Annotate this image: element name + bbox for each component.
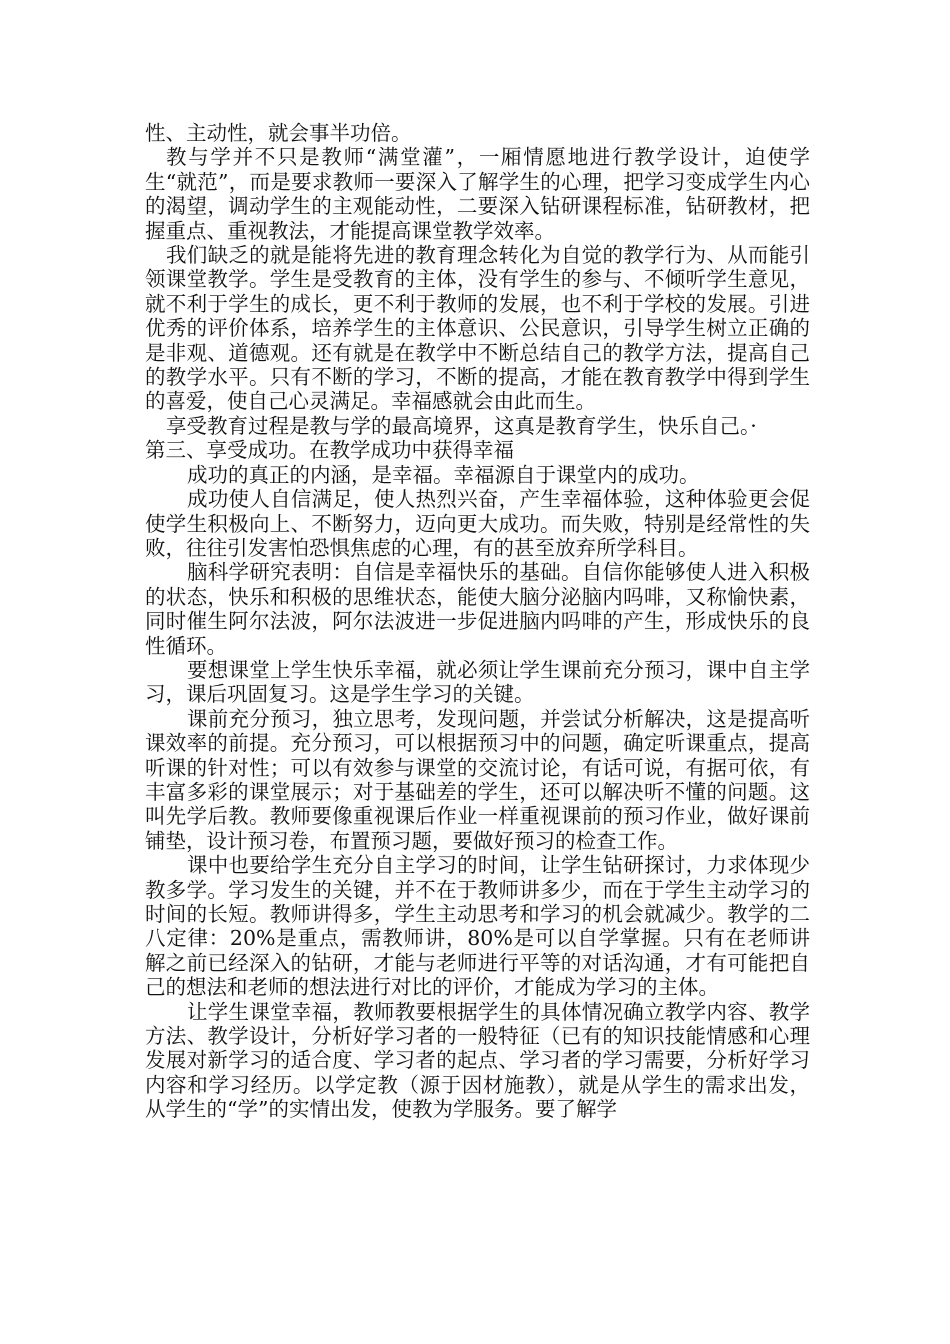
paragraph: 第三、享受成功。在教学成功中获得幸福	[145, 438, 514, 463]
document-body	[145, 121, 810, 1122]
paragraph: 享受教育过程是教与学的最高境界，这真是教育学生，快乐自己。·	[166, 413, 757, 438]
paragraph: 成功的真正的内涵，是幸福。幸福源自于课堂内的成功。	[187, 462, 700, 487]
paragraph: 成功使人自信满足，使人热烈兴奋，产生幸福体验，这种体验更会促使学生积极向上、不断努力，迈向更大成功。而失败，特别是经常性的失败，往往引发害怕恐惧焦虑的心理，有的甚至放弃所学科目。	[145, 487, 810, 560]
paragraph: 课前充分预习，独立思考，发现问题，并尝试分析解决，这是提高听课效率的前提。充分预习，可以根据预习中的问题，确定听课重点，提高听课的针对性；可以有效参与课堂的交流讨论，有话可说，有据可依，有丰富多彩的课堂展示；对于基础差的学生，还可以解决听不懂的问题。这叫先学后教。教师要像重视课后作业一样重视课前的预习作业，做好课前铺垫，设计预习卷，布置预习题，要做好预习的检查工作。	[145, 706, 810, 853]
paragraph: 脑科学研究表明：自信是幸福快乐的基础。自信你能够使人进入积极的状态，快乐和积极的思维状态，能使大脑分泌脑内吗啡，又称愉快素，同时催生阿尔法波，阿尔法波进一步促进脑内吗啡的产生，形成快乐的良性循环。	[145, 560, 810, 658]
paragraph: 要想课堂上学生快乐幸福，就必须让学生课前充分预习，课中自主学习，课后巩固复习。这是学生学习的关键。	[145, 657, 810, 707]
paragraph: 让学生课堂幸福，教师教要根据学生的具体情况确立教学内容、教学方法、教学设计，分析好学习者的一般特征（已有的知识技能情感和心理发展对新学习的适合度、学习者的起点、学习者的学习需要，分析好学习内容和学习经历。以学定教（源于因材施教），就是从学生的需求出发，从学生的“学”的实情出发，使教为学服务。要了解学	[145, 999, 810, 1122]
paragraph: 课中也要给学生充分自主学习的时间，让学生钻研探讨，力求体现少教多学。学习发生的关键，并不在于教师讲多少，而在于学生主动学习的时间的长短。教师讲得多，学生主动思考和学习的机会就减少。教学的二八定律：20%是重点，需教师讲，80%是可以自学掌握。只有在老师讲解之前已经深入的钻研，才能与老师进行平等的对话沟通，才有可能把自己的想法和老师的想法进行对比的评价，才能成为学习的主体。	[145, 853, 810, 1000]
paragraph: 我们缺乏的就是能将先进的教育理念转化为自觉的教学行为、从而能引领课堂教学。学生是受教育的主体，没有学生的参与、不倾听学生意见，就不利于学生的成长，更不利于教师的发展，也不利于学校的发展。引进优秀的评价体系，培养学生的主体意识、公民意识，引导学生树立正确的是非观、道德观。还有就是在教学中不断总结自己的教学方法，提高自己的教学水平。只有不断的学习，不断的提高，才能在教育教学中得到学生的喜爱，使自己心灵满足。幸福感就会由此而生。	[145, 243, 810, 414]
paragraph: 性、主动性，就会事半功倍。	[145, 121, 412, 145]
paragraph: 教与学并不只是教师“满堂灌”，一厢情愿地进行教学设计，迫使学生“就范”，而是要求教师一要深入了解学生的心理，把学习变成学生内心的渴望，调动学生的主观能动性，二要深入钻研课程标准，钻研教材，把握重点、重视教法，才能提高课堂教学效率。	[145, 145, 810, 243]
